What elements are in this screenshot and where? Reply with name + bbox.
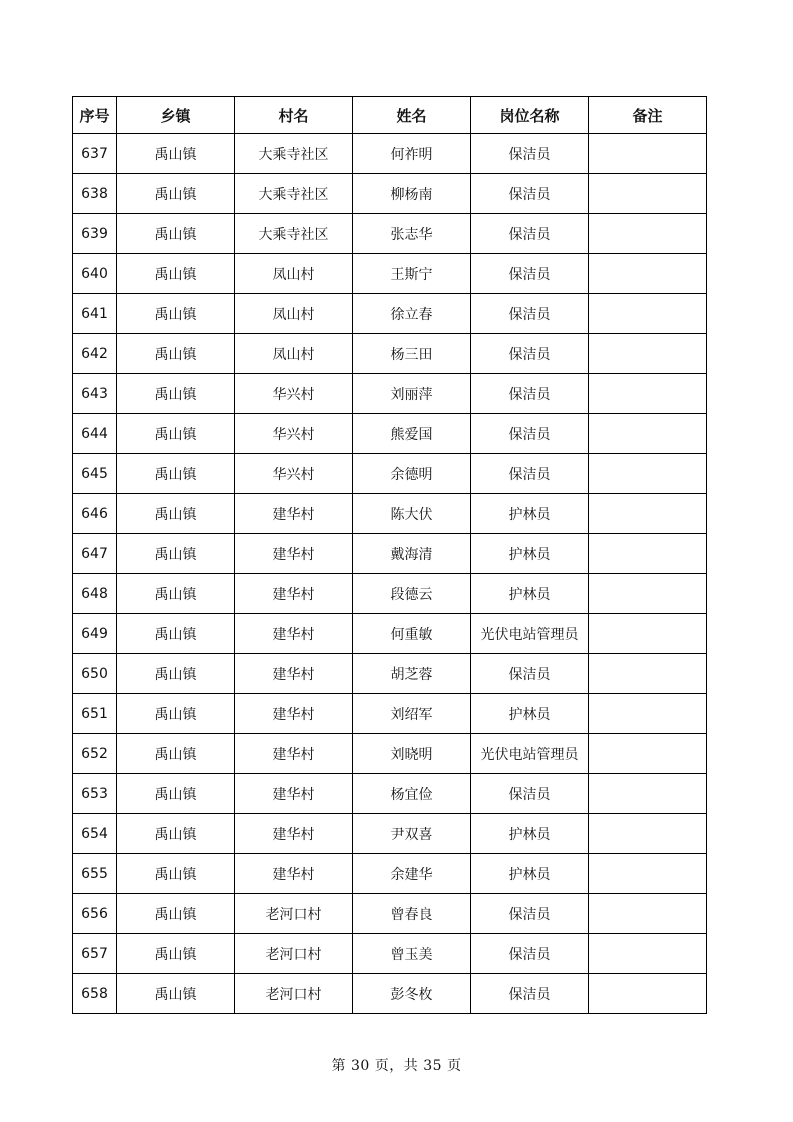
cell-remark — [589, 254, 707, 294]
col-position-header: 岗位名称 — [471, 97, 589, 134]
cell-town: 禹山镇 — [117, 334, 235, 374]
cell-village: 凤山村 — [235, 254, 353, 294]
table-row — [73, 414, 707, 454]
cell-village: 建华村 — [235, 694, 353, 734]
cell-village: 建华村 — [235, 614, 353, 654]
table-row — [73, 334, 707, 374]
cell-remark — [589, 534, 707, 574]
cell-town: 禹山镇 — [117, 294, 235, 334]
cell-town: 禹山镇 — [117, 534, 235, 574]
cell-index: 658 — [73, 974, 117, 1014]
cell-town: 禹山镇 — [117, 134, 235, 174]
cell-remark — [589, 414, 707, 454]
cell-position: 护林员 — [471, 814, 589, 854]
cell-position: 保洁员 — [471, 414, 589, 454]
cell-position: 保洁员 — [471, 174, 589, 214]
cell-town: 禹山镇 — [117, 414, 235, 454]
cell-index: 657 — [73, 934, 117, 974]
cell-town: 禹山镇 — [117, 694, 235, 734]
table-row — [73, 614, 707, 654]
cell-remark — [589, 894, 707, 934]
cell-position: 保洁员 — [471, 374, 589, 414]
cell-remark — [589, 174, 707, 214]
cell-town: 禹山镇 — [117, 814, 235, 854]
table-row — [73, 494, 707, 534]
cell-remark — [589, 654, 707, 694]
cell-town: 禹山镇 — [117, 894, 235, 934]
cell-remark — [589, 814, 707, 854]
cell-position: 光伏电站管理员 — [471, 614, 589, 654]
cell-index: 653 — [73, 774, 117, 814]
cell-village: 华兴村 — [235, 454, 353, 494]
header-row — [73, 97, 707, 134]
cell-remark — [589, 774, 707, 814]
cell-remark — [589, 574, 707, 614]
cell-village: 建华村 — [235, 654, 353, 694]
cell-position: 护林员 — [471, 694, 589, 734]
cell-name: 何祚明 — [353, 134, 471, 174]
cell-name: 张志华 — [353, 214, 471, 254]
col-town-header: 乡镇 — [117, 97, 235, 134]
cell-index: 643 — [73, 374, 117, 414]
cell-name: 柳杨南 — [353, 174, 471, 214]
cell-village: 大乘寺社区 — [235, 134, 353, 174]
cell-town: 禹山镇 — [117, 454, 235, 494]
cell-village: 建华村 — [235, 774, 353, 814]
cell-remark — [589, 694, 707, 734]
cell-village: 老河口村 — [235, 974, 353, 1014]
table-row — [73, 814, 707, 854]
cell-name: 曾玉美 — [353, 934, 471, 974]
cell-position: 保洁员 — [471, 934, 589, 974]
cell-index: 650 — [73, 654, 117, 694]
cell-index: 645 — [73, 454, 117, 494]
cell-town: 禹山镇 — [117, 774, 235, 814]
cell-village: 老河口村 — [235, 894, 353, 934]
col-name-header: 姓名 — [353, 97, 471, 134]
cell-name: 何重敏 — [353, 614, 471, 654]
table-row — [73, 974, 707, 1014]
cell-index: 637 — [73, 134, 117, 174]
cell-name: 刘绍军 — [353, 694, 471, 734]
cell-position: 保洁员 — [471, 454, 589, 494]
table-row — [73, 894, 707, 934]
table-body — [73, 134, 707, 1014]
cell-index: 647 — [73, 534, 117, 574]
cell-position: 保洁员 — [471, 214, 589, 254]
table-row — [73, 374, 707, 414]
cell-name: 杨宜俭 — [353, 774, 471, 814]
cell-name: 彭冬枚 — [353, 974, 471, 1014]
table-row — [73, 774, 707, 814]
cell-village: 建华村 — [235, 494, 353, 534]
cell-position: 护林员 — [471, 574, 589, 614]
cell-village: 建华村 — [235, 734, 353, 774]
cell-town: 禹山镇 — [117, 854, 235, 894]
cell-town: 禹山镇 — [117, 174, 235, 214]
cell-index: 640 — [73, 254, 117, 294]
table-row — [73, 294, 707, 334]
cell-village: 华兴村 — [235, 414, 353, 454]
cell-town: 禹山镇 — [117, 974, 235, 1014]
cell-position: 保洁员 — [471, 654, 589, 694]
cell-village: 建华村 — [235, 854, 353, 894]
cell-index: 644 — [73, 414, 117, 454]
cell-town: 禹山镇 — [117, 574, 235, 614]
table-row — [73, 574, 707, 614]
table-row — [73, 134, 707, 174]
cell-index: 649 — [73, 614, 117, 654]
cell-position: 保洁员 — [471, 334, 589, 374]
table-row — [73, 174, 707, 214]
cell-index: 639 — [73, 214, 117, 254]
cell-position: 保洁员 — [471, 134, 589, 174]
cell-remark — [589, 734, 707, 774]
cell-remark — [589, 334, 707, 374]
cell-index: 638 — [73, 174, 117, 214]
cell-position: 保洁员 — [471, 294, 589, 334]
cell-name: 戴海清 — [353, 534, 471, 574]
table-row — [73, 734, 707, 774]
table-row — [73, 254, 707, 294]
page-number-footer: 第 30 页，共 35 页 — [331, 1058, 462, 1074]
personnel-table — [72, 96, 707, 1014]
cell-name: 曾春良 — [353, 894, 471, 934]
col-village-header: 村名 — [235, 97, 353, 134]
cell-name: 熊爱国 — [353, 414, 471, 454]
cell-village: 华兴村 — [235, 374, 353, 414]
cell-index: 651 — [73, 694, 117, 734]
cell-village: 老河口村 — [235, 934, 353, 974]
cell-name: 段德云 — [353, 574, 471, 614]
cell-index: 655 — [73, 854, 117, 894]
cell-name: 杨三田 — [353, 334, 471, 374]
cell-remark — [589, 374, 707, 414]
cell-name: 徐立春 — [353, 294, 471, 334]
cell-remark — [589, 214, 707, 254]
table-row — [73, 654, 707, 694]
cell-town: 禹山镇 — [117, 614, 235, 654]
table-row — [73, 694, 707, 734]
cell-position: 护林员 — [471, 534, 589, 574]
table-row — [73, 934, 707, 974]
cell-town: 禹山镇 — [117, 734, 235, 774]
cell-village: 建华村 — [235, 814, 353, 854]
cell-name: 胡芝蓉 — [353, 654, 471, 694]
cell-name: 陈大伏 — [353, 494, 471, 534]
cell-index: 646 — [73, 494, 117, 534]
cell-town: 禹山镇 — [117, 374, 235, 414]
cell-village: 凤山村 — [235, 294, 353, 334]
cell-name: 刘丽萍 — [353, 374, 471, 414]
cell-index: 654 — [73, 814, 117, 854]
cell-position: 护林员 — [471, 494, 589, 534]
cell-name: 刘晓明 — [353, 734, 471, 774]
cell-index: 642 — [73, 334, 117, 374]
cell-remark — [589, 854, 707, 894]
cell-village: 建华村 — [235, 534, 353, 574]
table-row — [73, 534, 707, 574]
cell-town: 禹山镇 — [117, 934, 235, 974]
col-index-header: 序号 — [73, 97, 117, 134]
cell-position: 护林员 — [471, 854, 589, 894]
cell-remark — [589, 294, 707, 334]
cell-index: 648 — [73, 574, 117, 614]
cell-position: 保洁员 — [471, 894, 589, 934]
table-header — [73, 97, 707, 134]
table-row — [73, 454, 707, 494]
cell-name: 尹双喜 — [353, 814, 471, 854]
cell-name: 余德明 — [353, 454, 471, 494]
cell-remark — [589, 454, 707, 494]
cell-village: 大乘寺社区 — [235, 174, 353, 214]
cell-town: 禹山镇 — [117, 254, 235, 294]
cell-name: 余建华 — [353, 854, 471, 894]
cell-remark — [589, 974, 707, 1014]
cell-position: 保洁员 — [471, 974, 589, 1014]
cell-village: 大乘寺社区 — [235, 214, 353, 254]
table-row — [73, 214, 707, 254]
cell-town: 禹山镇 — [117, 654, 235, 694]
cell-index: 641 — [73, 294, 117, 334]
cell-village: 凤山村 — [235, 334, 353, 374]
cell-town: 禹山镇 — [117, 494, 235, 534]
cell-name: 王斯宁 — [353, 254, 471, 294]
cell-remark — [589, 934, 707, 974]
cell-position: 保洁员 — [471, 254, 589, 294]
cell-index: 656 — [73, 894, 117, 934]
col-remark-header: 备注 — [589, 97, 707, 134]
cell-town: 禹山镇 — [117, 214, 235, 254]
table-row — [73, 854, 707, 894]
cell-village: 建华村 — [235, 574, 353, 614]
cell-position: 保洁员 — [471, 774, 589, 814]
cell-remark — [589, 614, 707, 654]
cell-remark — [589, 494, 707, 534]
cell-index: 652 — [73, 734, 117, 774]
cell-remark — [589, 134, 707, 174]
cell-position: 光伏电站管理员 — [471, 734, 589, 774]
